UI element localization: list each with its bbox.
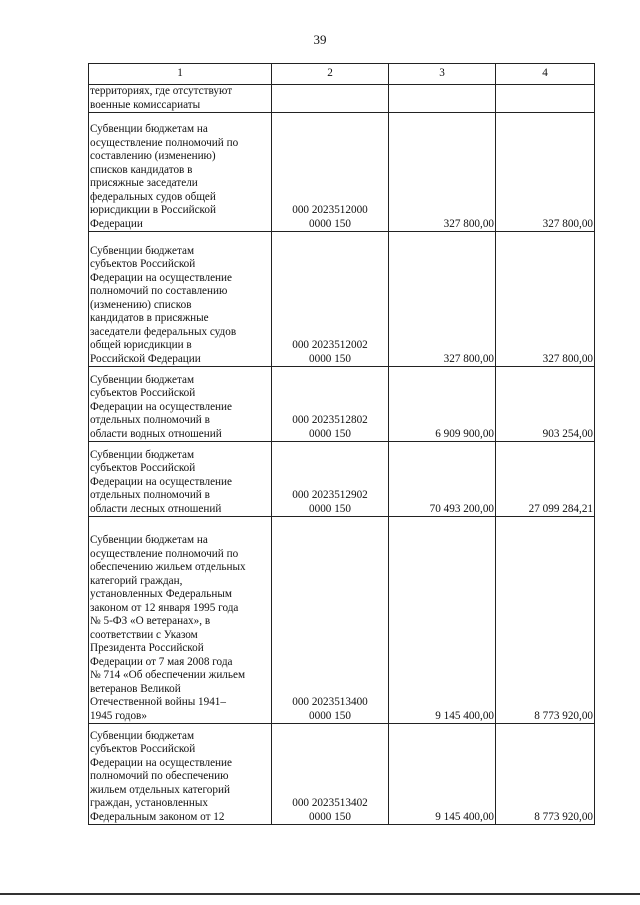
row-value-col4 [496,85,595,113]
row-description: Субвенции бюджетам субъектов Российской Федерации на осуществление полномочий по составлению (изменению) списков кандидатов в присяжные заседатели федеральных судов общей юрисдикции в Российской Федерации [89,232,272,367]
bottom-divider [0,893,640,895]
table-row [89,85,595,113]
column-header-2: 2 [272,64,389,85]
column-header-4: 4 [496,64,595,85]
row-value-col4: 327 800,00 [496,232,595,367]
row-code: 000 2023512902 0000 150 [272,442,389,517]
row-description: Субвенции бюджетам субъектов Российской Федерации на осуществление отдельных полномочий в области лесных отношений [89,442,272,517]
page-number: 39 [313,32,327,47]
table-header-row [89,64,595,85]
row-code [272,85,389,113]
row-code: 000 2023512002 0000 150 [272,232,389,367]
row-value-col4: 8 773 920,00 [496,517,595,724]
row-value-col3: 70 493 200,00 [389,442,496,517]
row-description: Субвенции бюджетам на осуществление полномочий по составлению (изменению) списков кандидатов в присяжные заседатели федеральных судов общей юрисдикции в Российской Федерации [89,113,272,232]
row-description: территориях, где отсутствуют военные комиссариаты [89,85,272,113]
table-row [89,442,595,517]
row-value-col4: 27 099 284,21 [496,442,595,517]
row-value-col4: 903 254,00 [496,367,595,442]
row-code: 000 2023513400 0000 150 [272,517,389,724]
table-row [89,113,595,232]
row-value-col3: 9 145 400,00 [389,724,496,825]
row-value-col3: 327 800,00 [389,232,496,367]
row-value-col3: 327 800,00 [389,113,496,232]
row-description: Субвенции бюджетам субъектов Российской Федерации на осуществление полномочий по обеспечению жильем отдельных категорий граждан, установленных Федеральным законом от 12 [89,724,272,825]
row-description: Субвенции бюджетам на осуществление полномочий по обеспечению жильем отдельных категорий граждан, установленных Федеральным законом от 12 января 1995 года № 5-ФЗ «О ветеранах», в соответствии с Указом Президента Российской Федерации от 7 мая 2008 года № 714 «Об обеспечении жильем ветеранов Великой Отечественной войны 1941– 1945 годов» [89,517,272,724]
table-row [89,232,595,367]
row-code: 000 2023513402 0000 150 [272,724,389,825]
row-value-col3: 9 145 400,00 [389,517,496,724]
row-code: 000 2023512000 0000 150 [272,113,389,232]
table-row [89,367,595,442]
column-header-3: 3 [389,64,496,85]
row-value-col3: 6 909 900,00 [389,367,496,442]
table-row [89,724,595,825]
table-row [89,517,595,724]
row-value-col4: 327 800,00 [496,113,595,232]
column-header-1: 1 [89,64,272,85]
row-value-col3 [389,85,496,113]
row-value-col4: 8 773 920,00 [496,724,595,825]
row-code: 000 2023512802 0000 150 [272,367,389,442]
row-description: Субвенции бюджетам субъектов Российской Федерации на осуществление отдельных полномочий в области водных отношений [89,367,272,442]
budget-table [88,63,595,825]
